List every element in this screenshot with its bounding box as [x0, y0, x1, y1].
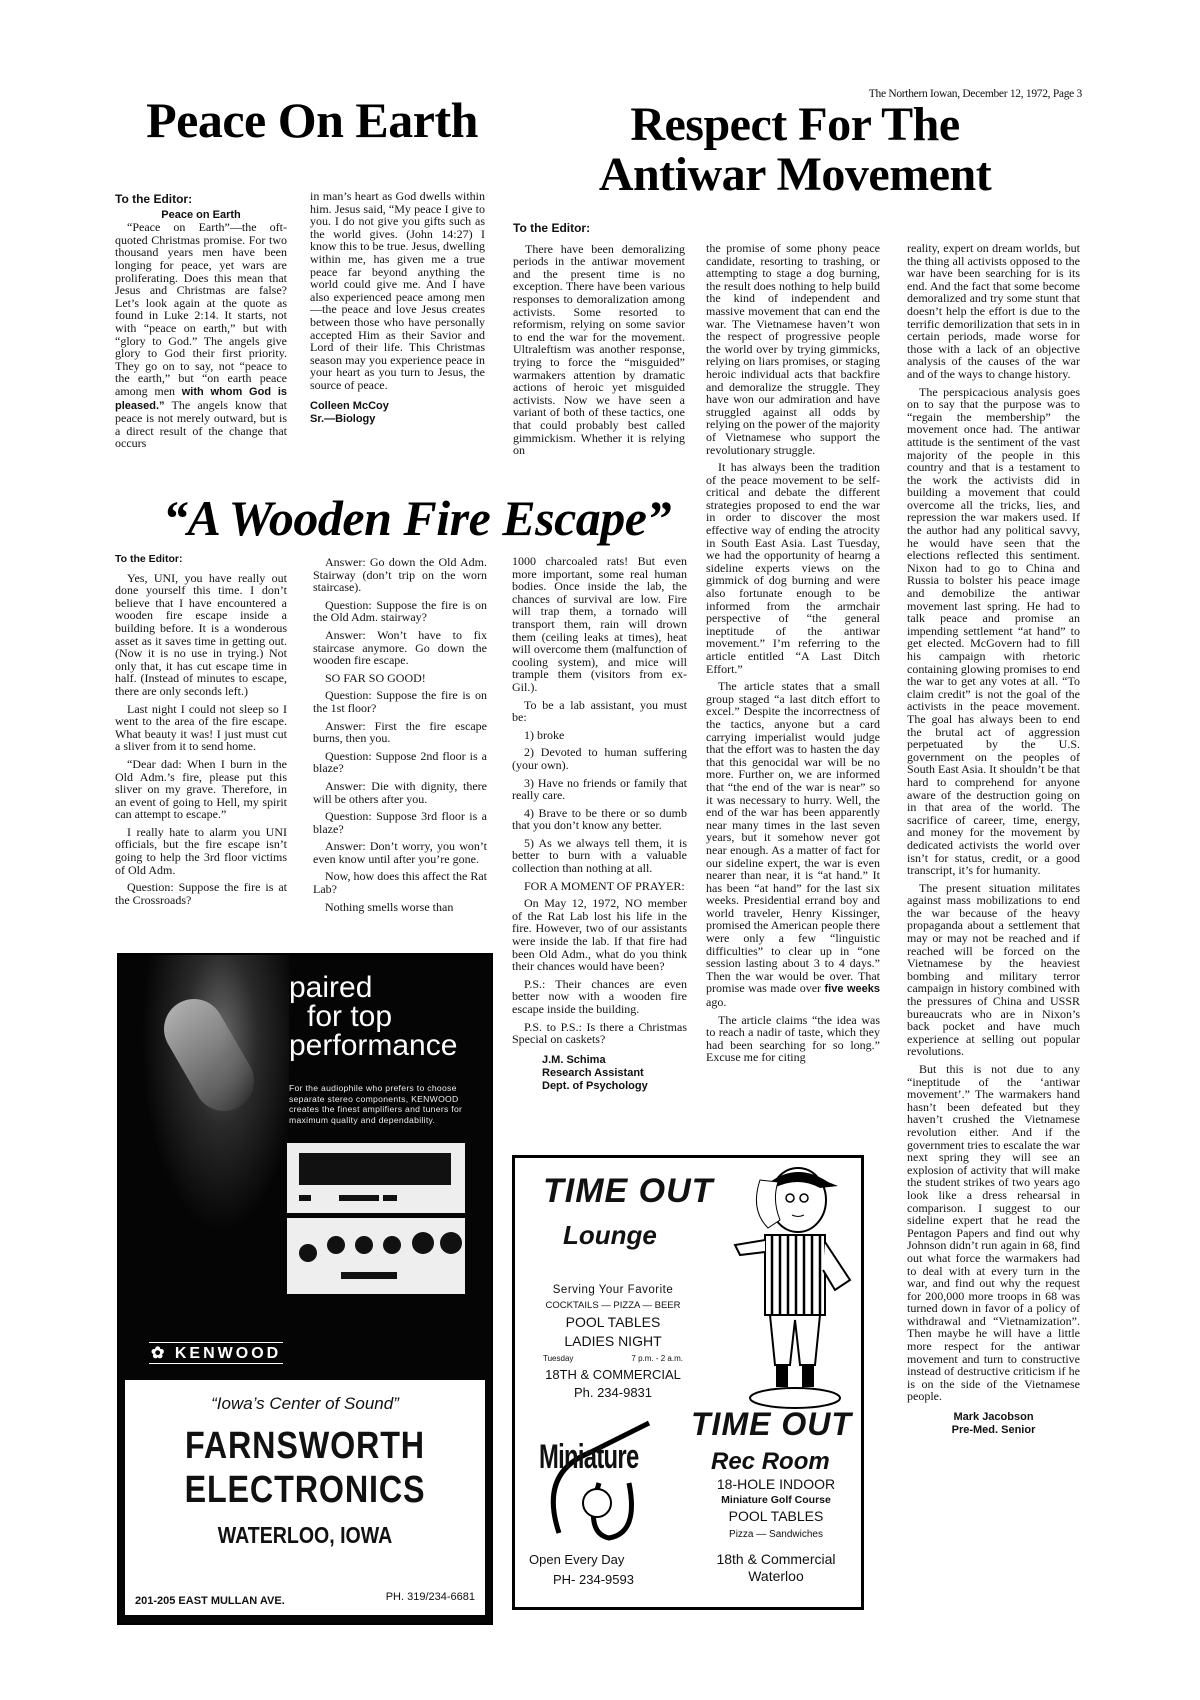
ladies-night-text: LADIES NIGHT — [564, 1333, 662, 1349]
signature-title: Sr.—Biology — [310, 412, 376, 425]
bold-text: five weeks — [824, 983, 880, 996]
store-name-line: ELECTRONICS — [184, 1469, 426, 1511]
golf-logo-miniature: Miniature — [539, 1438, 639, 1476]
lounge-title: Lounge — [563, 1220, 657, 1250]
time-out-title: TIME OUT — [543, 1172, 714, 1210]
lounge-address: 18TH & COMMERCIAL — [545, 1367, 681, 1382]
ladies-night-hours: 7 p.m. - 2 a.m. — [631, 1354, 683, 1363]
text-run: “Peace on Earth”—the oft-quoted Christmas promise. For two thousand years men have been longing for peace, yet wars are proliferating. Does this mean that Jesus and Christmas are false? Let’s look again at the quote as found in Luke 2:14. It starts, not with “peace on earth,” but with “glory to God.” The angels give glory to God their first priority. They go on to say, not “peace to the earth,” but “on earth peace among men — [115, 220, 287, 398]
paragraph: But this is not due to any “ineptitude of the ‘antiwar movement’.” The warmakers hand hasn’t been defeated but they haven’t crushed the Vietnamese revolution either. And if the government tries to escalate the war next spring they will see an explosion of activity that will make the student strikes of two years ago look like a dress rehearsal in comparison. I suggest to our sideline expert that he read the Pentagon Papers and find out why Johnson didn’t run again in 68, find out what force the warmakers had to deal with at every turn in the war, and find out why the request for 200,000 more troops in 68 was turned down in favor of a policy of withdrawal and “Vietnamization”. Then maybe he will have a little more respect for the antiwar movement and turn to constructive instead of destructive criticism if he is on the side of the Vietnamese people. — [907, 1062, 1080, 1404]
kenwood-farnsworth-ad — [117, 953, 493, 1625]
kenwood-logo — [149, 1342, 283, 1364]
wooden-column-2 — [313, 556, 487, 918]
slogan: “Iowa’s Center of Sound” — [211, 1394, 399, 1413]
respect-column-3 — [907, 242, 1080, 1437]
store-city: WATERLOO, IOWA — [217, 1522, 393, 1548]
paragraph — [706, 680, 880, 1008]
paragraph: Question: Suppose 2nd floor is a blaze? — [313, 748, 487, 776]
miniature-golf-logo — [529, 1413, 689, 1543]
bold-text: with whom God is pleased.” — [115, 385, 287, 412]
paragraph: FOR A MOMENT OF PRAYER: — [524, 878, 685, 893]
stereo-tuner-image — [287, 1143, 465, 1213]
paragraph: reality, expert on dream worlds, but the thing all activists opposed to the war have been searching for is its end. And the fact that some become demoralized and try some stunt that doesn’t help the effort is due to the terrific demorilization that sets in in certain periods, made worse for those with a lack of an objective analysis of the causes of the war and of the ways to change history. — [907, 241, 1080, 381]
paragraph: Yes, UNI, you have really out done yourself this time. I don’t believe that I have encountered a wooden fire escape inside a building before. It is a wonderous asset as it saves time in getting out. (Now it is no use in trying.) Not only that, it has cut escape time in half. (Instead of minutes to escape, there are only seconds left.) — [115, 570, 287, 698]
signature-title: Pre-Med. Senior — [951, 1424, 1036, 1437]
woman-photo — [119, 955, 289, 1285]
rec-line: POOL TABLES — [728, 1508, 824, 1524]
paragraph: Last night I could not sleep so I went to the area of the fire escape. What beauty it was! I just must cut a sliver from it to send home. — [115, 701, 287, 754]
paragraph: Question: Suppose the fire is at the Crossroads? — [115, 880, 287, 907]
paragraph: Answer: First the fire escape burns, then you. — [313, 718, 487, 746]
rec-line: Pizza — Sandwiches — [729, 1529, 823, 1540]
golf-phone: PH- 234-9593 — [553, 1572, 634, 1587]
paragraph: The article claims “the idea was to reach a nadir of taste, which they had been searching for so long.” Excuse me for citing — [706, 1012, 880, 1065]
signature-name: Colleen McCoy — [310, 399, 389, 412]
signature — [310, 400, 485, 426]
paragraph: The perspicacious analysis goes on to say that the purpose was to “regain the membership” the movement once had. The antiwar attitude is the sentiment of the vast majority of the people in this country and that is a testament to the work the activists did in building a movement that could overcome all the tricks, lies, and repression the war makers used. If the author had any political savvy, he would have seen that the elections reflected this sentiment. Nixon had to go to China and Russia to bolster his peace image and demobilize the antiwar movement last spring. He had to talk peace and promise an impending settlement “at hand” to get elected. McGovern had to fill his campaign with rhetoric containing glowing promises to end the war to get any votes at all. “To claim credit” is not the goal of the activists in the peace movement. The goal has always been to end the brutal act of aggression perpetuated by the U.S. government on the peoples of South East Asia. It shouldn’t be that hard to comprehend for anyone aware of the destruction going on in that area of the world. The sacrifice of career, time, energy, and money for the movement by dedicated activists the world over isn’t for status, credit, or a good transcript, it’s for humanity. — [907, 384, 1080, 878]
wooden-column-3 — [512, 555, 687, 1093]
to-the-editor-label: To the Editor: — [513, 221, 591, 235]
rec-line: 18-HOLE INDOOR — [716, 1476, 836, 1492]
store-address: 201-205 EAST MULLAN AVE. — [135, 1595, 285, 1607]
paragraph: There have been demoralizing periods in the antiwar movement and the present time is no exception. There have been various responses to demoralization among activists. Some resorted to reformism, relying on some savior to end the war for the movement. Ultraleftism was another response, trying to force the “misguided” warmakers attention by dramatic actions of heroic yet misguided activists. Now we have seen a variant of both of these tactics, one that could probably best called gimmickism. Whether it is relying on — [513, 241, 685, 458]
peace-column-2 — [310, 190, 485, 426]
headline-respect-antiwar — [570, 100, 1020, 200]
paragraph: 2) Devoted to human suffering (your own). — [512, 745, 687, 772]
referee-cartoon — [720, 1160, 860, 1410]
paragraph: On May 12, 1972, NO member of the Rat Lab lost his life in the fire. However, two of our assistants were inside the lab. If that fire had been Old Adm., what do you think their chances would have been? — [512, 896, 687, 974]
open-every-day: Open Every Day — [529, 1552, 625, 1567]
ad-headline-line: paired — [289, 971, 373, 1004]
peace-column-1 — [115, 193, 287, 455]
paragraph: Answer: Don’t worry, you won’t even know until after you’re gone. — [313, 839, 487, 866]
paragraph: 5) As we always tell them, it is better to burn with a valuable collection than nothing at all. — [512, 835, 687, 876]
ladies-night-day: Tuesday — [543, 1354, 574, 1363]
rec-address: 18th & Commercial — [716, 1551, 836, 1567]
paragraph: P.S.: Their chances are even better now with a wooden fire escape inside the building. — [512, 976, 687, 1016]
paragraph: Question: Suppose the fire is on the Old Adm. stairway? — [313, 597, 487, 625]
signature-title: Research Assistant — [542, 1066, 644, 1079]
paragraph: It has always been the tradition of the peace movement to be self-critical and debate the different strategies proposed to end the war in order to discover the most effective way of ending the atrocity in South East Asia. Last Tuesday, we had the opportunity of hearng a sideline experts views on the gimmick of dog burning and were also fortunate enough to be informed from the armchair perspective of “the general ineptitude of the antiwar movement.” I’m referring to the article entitled “A Last Ditch Effort.” — [706, 460, 880, 676]
ad-body-text: For the audiophile who prefers to choose separate stereo components, KENWOOD creates the finest amplifiers and tuners for maximum quality and dependability. — [289, 1083, 463, 1125]
paragraph: Question: Suppose 3rd floor is a blaze? — [313, 809, 487, 836]
ad-headline-line: performance — [289, 1029, 458, 1062]
paragraph: 4) Brave to be there or so dumb that you don’t know any better. — [512, 805, 687, 833]
rec-city: Waterloo — [748, 1568, 804, 1584]
masthead: The Northern Iowan, December 12, 1972, Page 3 — [868, 88, 1082, 100]
to-the-editor-label: To the Editor: — [115, 192, 193, 206]
paragraph: Now, how does this affect the Rat Lab? — [313, 869, 487, 897]
paragraph: 1) broke — [524, 727, 565, 742]
serving-text: Serving Your Favorite — [552, 1284, 674, 1296]
lounge-phone: Ph. 234-9831 — [573, 1385, 653, 1400]
paragraph — [115, 221, 287, 450]
signature — [512, 1054, 687, 1093]
paragraph: Question: Suppose the fire is on the 1st floor? — [313, 688, 487, 715]
rec-room-subtitle: Rec Room — [711, 1448, 830, 1475]
rec-room-info — [701, 1476, 851, 1585]
paragraph: the promise of some phony peace candidate, resorting to trashing, or attempting to stage a dog burning, the result does nothing to help build the kind of independent and massive movement that can end the war. The Vietnamese haven’t won the respect of progressive people the world over by trying gimmicks, relying on liars promises, or staging heroic individual acts that backfire and demoralize the struggle. They have won our admiration and have struggled against all odds by relying on the power of the majority of Vietnamese who support the revolutionary struggle. — [706, 241, 880, 457]
text-run: ago. — [706, 995, 727, 1010]
signature-name: Mark Jacobson — [953, 1411, 1034, 1424]
farnsworth-box — [125, 1380, 485, 1615]
time-out-ad — [512, 1155, 864, 1610]
store-phone: PH. 319/234-6681 — [385, 1591, 475, 1603]
paragraph: “Dear dad: When I burn in the Old Adm.’s fire, please put this sliver on my grave. Therefore, in an event of going to Hell, my spirit can attempt to escape.” — [115, 756, 287, 822]
paragraph: I really hate to alarm you UNI officials, but the fire escape isn’t going to help the 3rd floor victims of Old Adm. — [115, 824, 287, 877]
wooden-column-1 — [115, 553, 287, 911]
lounge-info — [533, 1283, 693, 1402]
pool-tables-text: POOL TABLES — [565, 1314, 661, 1330]
respect-column-2 — [706, 242, 880, 1069]
kenwood-logo-text: KENWOOD — [174, 1345, 282, 1362]
store-name — [152, 1424, 458, 1512]
paragraph: Answer: Won’t have to fix staircase anymore. Go down the wooden fire escape. — [313, 627, 487, 668]
store-name-line: FARNSWORTH — [185, 1425, 425, 1467]
headline-line: Antiwar Movement — [598, 148, 992, 201]
to-the-editor-label: To the Editor: — [115, 553, 183, 565]
text-run: The article states that a small group staged “a last ditch effort to excel.” Despite the incorrectness of the tactics, anyone but a card carrying imperialist would judge that the effort was to hasten the day that this genocidal war will be no more. Further on, we are informed that “the end of the war is near” so it was necessary to hurry. Well, the end of the war has been apparently near many times in the last seven years, but it somehow never got near enough. As a matter of fact for our sideline expert, the war is even nearer than near, it is “at hand.” It has been “at hand” for the last six weeks. Presidential errand boy and world traveler, Henry Kissinger, promised the American people there were only a few “linguistic difficulties” to clear up in “one session lasting about 3 to 4 days.” Then the war would be over. That promise was made over — [706, 679, 880, 996]
respect-column-1 — [513, 222, 685, 462]
golf-hours — [529, 1550, 634, 1590]
kenwood-emblem-icon: ✿ — [151, 1345, 175, 1362]
paragraph: Answer: Die with dignity, there will be others after you. — [313, 778, 487, 806]
letter-subhead: Peace on Earth — [161, 208, 241, 221]
paragraph: 1000 charcoaled rats! But even more important, some real human bodies. Once inside the lab, the chances of survival are low. Fire will trap them, a tornado will transport them, rain will drown them (ceiling leaks at times), heat will overcome them (malfunction of cooling system), and mice will trample them (visitors from ex-Gil.). — [512, 554, 687, 694]
paragraph: SO FAR SO GOOD! — [325, 670, 426, 685]
headline-peace-on-earth: Peace On Earth — [146, 92, 478, 148]
paragraph: 3) Have no friends or family that really care. — [512, 775, 687, 803]
headline-line: Respect For The — [630, 98, 960, 151]
signature-dept: Dept. of Psychology — [542, 1079, 648, 1092]
ad-headline-line: for top — [307, 1000, 393, 1033]
paragraph: P.S. to P.S.: Is there a Christmas Special on caskets? — [512, 1019, 687, 1047]
headline-wooden-fire-escape: “A Wooden Fire Escape” — [162, 490, 672, 546]
paragraph: The present situation militates against mass mobilizations to end the war because of the heavy propaganda about a settlement that may or may not be reached and if reached will be forced on the Vietnamese by the heaviest bombing and military terror campaign in history combined with the pressures of China and USSR bureaucrats who are in Nixon’s back pocket and have much experience at selling out popular revolutions. — [907, 880, 1080, 1059]
paragraph: To be a lab assistant, you must be: — [512, 697, 687, 725]
rec-line: Miniature Golf Course — [721, 1494, 831, 1506]
paragraph: in man’s heart as God dwells within him. Jesus said, “My peace I give to you. I do not give you gifts such as the world gives. (John 14:27) I know this to be true. Jesus, dwelling within me, has given me a true peace far beyond anything the world could give me. And I have also experienced peace among men—the peace and love Jesus creates between those who have personally accepted Him as their Savior and Lord of their life. This Christmas season may you experience peace in your heart as you turn to Jesus, the source of peace. — [310, 189, 485, 392]
ad-headline — [289, 973, 457, 1060]
menu-text: COCKTAILS — PIZZA — BEER — [545, 1300, 681, 1311]
paragraph: Answer: Go down the Old Adm. Stairway (don’t trip on the worn staircase). — [313, 555, 487, 595]
text-run: The angels know that peace is not merely outward, but is a direct result of the change that occurs — [115, 397, 287, 451]
rec-room-title: TIME OUT — [691, 1406, 852, 1442]
paragraph: Nothing smells worse than — [325, 899, 454, 914]
signature-name: J.M. Schima — [542, 1053, 606, 1066]
stereo-amplifier-image — [287, 1218, 465, 1294]
signature — [907, 1411, 1080, 1437]
